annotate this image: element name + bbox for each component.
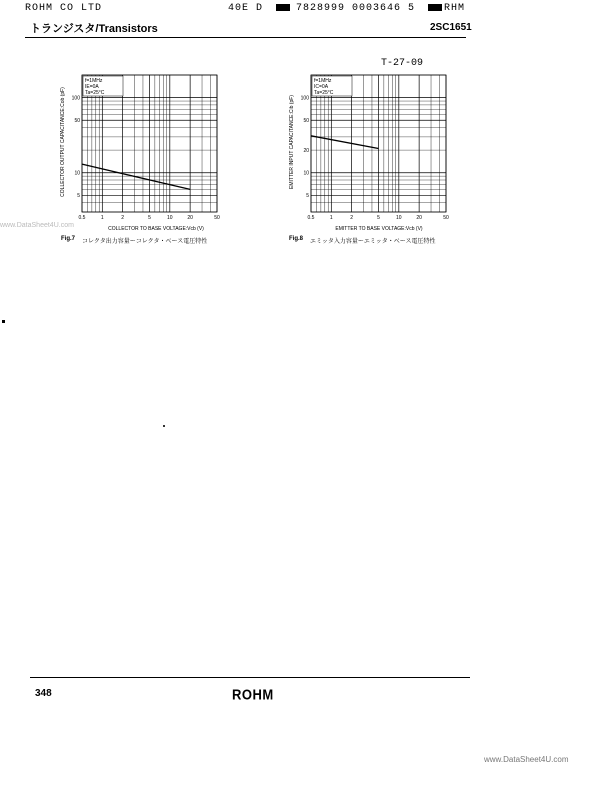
x-tick-label: 50 — [214, 215, 220, 221]
x-tick-label: 2 — [350, 215, 354, 221]
x-tick-label: 10 — [396, 215, 402, 221]
y-tick-label: 100 — [71, 95, 80, 102]
rohm-logo: ROHM — [232, 685, 274, 704]
condition-text: IE=0A — [85, 84, 99, 90]
x-tick-label: 5 — [148, 215, 151, 221]
y-tick-label: 50 — [303, 118, 309, 125]
bottom-watermark: www.DataSheet4U.com — [484, 755, 569, 764]
conditions-box — [312, 76, 352, 96]
footer-rule — [30, 677, 470, 678]
y-tick-label: 10 — [74, 170, 80, 177]
x-tick-label: 20 — [187, 215, 193, 221]
y-tick-labels — [72, 95, 81, 199]
y-axis-label: COLLECTOR OUTPUT CAPACITANCE:Cob (pF) — [60, 87, 66, 197]
x-tick-label: 0.5 — [78, 215, 86, 221]
stray-mark — [2, 320, 5, 323]
y-tick-label: 20 — [303, 147, 309, 154]
y-tick-label: 10 — [303, 170, 309, 177]
brand-right-text: RHM — [444, 3, 466, 14]
section-title: トランジスタ/Transistors — [30, 23, 158, 35]
y-tick-label: 50 — [74, 118, 80, 125]
y-axis-label: EMITTER INPUT CAPACITANCE:Cib (pF) — [289, 95, 295, 189]
x-tick-label: 50 — [443, 215, 449, 221]
marker-bar — [276, 4, 290, 11]
stray-mark — [163, 425, 165, 427]
chart-fig8 — [284, 70, 469, 232]
condition-text: Ta=25°C — [85, 90, 105, 96]
x-tick-labels — [308, 215, 449, 221]
code-right: 7828999 0003646 5 — [296, 3, 416, 14]
y-tick-label: 100 — [300, 95, 309, 102]
fig8-label: Fig.8 — [289, 236, 304, 242]
x-tick-label: 10 — [167, 215, 173, 221]
condition-text: IC=0A — [314, 84, 329, 90]
series-line — [311, 136, 379, 149]
y-tick-label: 5 — [77, 193, 80, 200]
chart-fig7 — [55, 70, 240, 232]
page-number: 348 — [35, 688, 52, 699]
x-tick-label: 1 — [329, 215, 333, 221]
series-lines — [311, 136, 379, 149]
x-tick-label: 2 — [121, 215, 125, 221]
marker-bar-2 — [428, 4, 442, 11]
side-watermark: www.DataSheet4U.com — [0, 222, 74, 229]
company-name: ROHM CO LTD — [25, 3, 103, 14]
code-center — [228, 3, 290, 14]
code-t: T-27-09 — [381, 58, 424, 69]
fig8-caption: エミッタ入力容量ーエミッタ・ベース電圧特性 — [310, 239, 436, 245]
series-lines — [82, 164, 190, 189]
x-axis-label: COLLECTOR TO BASE VOLTAGE:Vcb (V) — [108, 226, 204, 232]
x-tick-label: 0.5 — [307, 215, 315, 221]
brand-right — [428, 3, 465, 14]
fig7-label: Fig.7 — [61, 236, 76, 242]
header-rule — [25, 37, 466, 38]
x-tick-labels — [79, 215, 220, 221]
x-axis-label: EMITTER TO BASE VOLTAGE:Vcb (V) — [335, 226, 423, 232]
fig7-caption: コレクタ出力容量ーコレクタ・ベース電圧特性 — [82, 239, 208, 245]
part-number: 2SC1651 — [430, 22, 472, 33]
code-center-text: 40E D — [228, 3, 264, 14]
y-tick-labels — [301, 95, 310, 199]
conditions-box — [83, 76, 123, 96]
x-tick-label: 20 — [416, 215, 422, 221]
condition-text: f=1MHz — [314, 78, 332, 84]
series-line — [82, 164, 190, 189]
y-tick-label: 5 — [306, 193, 309, 200]
condition-text: Ta=25°C — [314, 90, 334, 96]
condition-text: f=1MHz — [85, 78, 103, 84]
x-tick-label: 1 — [100, 215, 104, 221]
x-tick-label: 5 — [377, 215, 380, 221]
